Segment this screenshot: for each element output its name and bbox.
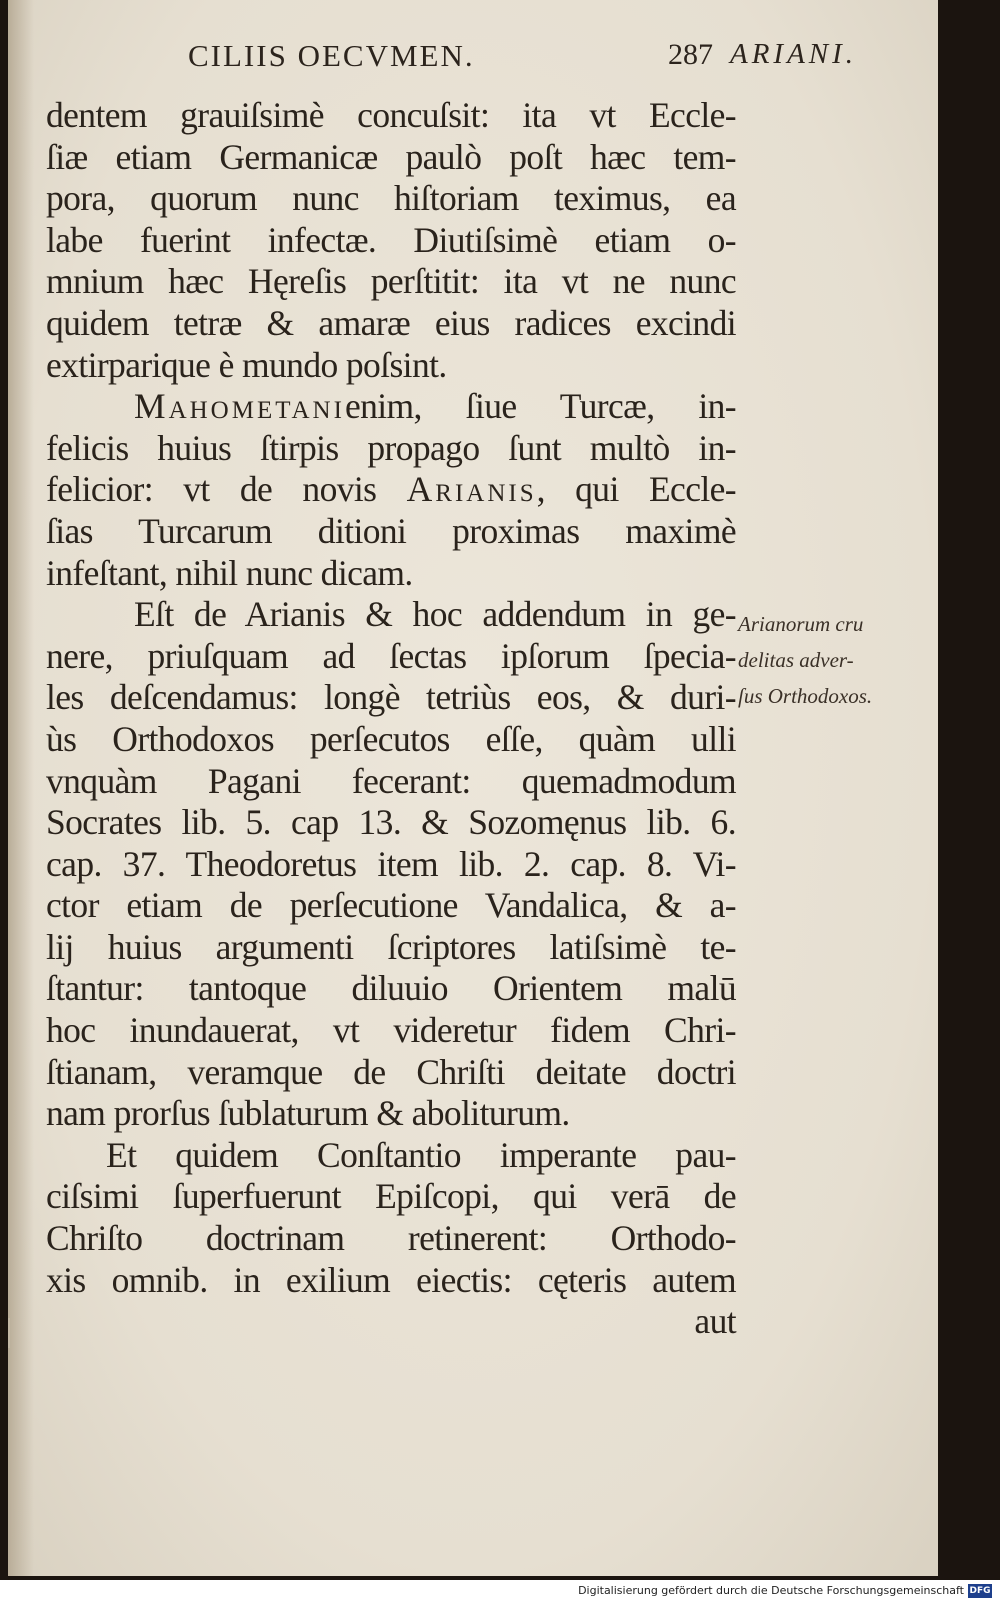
text-line: hoc inundauerat, vt videretur fidem Chri- <box>46 1010 736 1051</box>
text-line: dentem grauiſsimè concuſsit: ita vt Eccle- <box>46 95 736 135</box>
marginal-note-line: delitas adver- <box>738 648 854 672</box>
page-number: 287 <box>668 38 713 71</box>
text-fragment: felicior: vt de novis <box>46 469 377 510</box>
footer-bar <box>0 1580 1000 1605</box>
text-fragment: enim, ſiue Turcæ, in- <box>344 386 736 427</box>
dfg-logo: DFG <box>969 1586 991 1596</box>
text-line: xis omnib. in exilium eiectis: cęteris autem <box>46 1259 736 1300</box>
text-line: Chriſto doctrinam retinerent: Orthodo- <box>46 1218 736 1259</box>
text-line: nam prorſus ſublaturum & aboliturum. <box>46 1093 570 1134</box>
text-line: Eſt de Arianis & hoc addendum in ge- <box>134 594 736 635</box>
text-line <box>46 386 736 428</box>
text-line: ſias Turcarum ditioni proximas maximè <box>46 510 736 551</box>
marginal-note-line: ſus Orthodoxos. <box>738 684 873 708</box>
text-line: vnquàm Pagani fecerant: quemadmodum <box>46 760 736 801</box>
text-line: mnium hæc Hęreſis perſtitit: ita vt ne nunc <box>46 261 736 302</box>
text-line: cap. 37. Theodoretus item lib. 2. cap. 8. Vi- <box>46 843 736 884</box>
text-line: quidem tetræ & amaræ eius radices excindi <box>46 302 736 343</box>
catchword: aut <box>694 1301 736 1342</box>
text-line: ſtantur: tantoque diluuio Orientem malū <box>46 968 736 1009</box>
text-line: nere, priuſquam ad ſectas ipſorum ſpecia- <box>46 635 736 676</box>
text-line: ciſsimi ſuperfuerunt Epiſcopi, qui verā de <box>46 1176 736 1217</box>
running-head-right: ARIANI. <box>730 38 858 70</box>
main-text <box>46 95 736 1343</box>
text-line <box>46 469 736 511</box>
marginal-note-line: Arianorum cru <box>738 612 864 636</box>
small-caps-word: Arianis <box>406 469 537 510</box>
book-page <box>8 0 938 1576</box>
text-fragment: , qui Eccle- <box>536 469 737 510</box>
text-line: felicis huius ſtirpis propago ſunt multò in- <box>46 427 736 468</box>
text-line: lij huius argumenti ſcriptores latiſsimè te- <box>46 926 736 967</box>
text-line: ſiæ etiam Germanicæ paulò poſt hæc tem- <box>46 136 736 177</box>
small-caps-word: Mahometani <box>134 386 345 427</box>
text-line: labe fuerint infectæ. Diutiſsimè etiam o- <box>46 219 736 260</box>
text-line: pora, quorum nunc hiſtoriam teximus, ea <box>46 178 736 219</box>
marginal-note <box>738 606 908 714</box>
text-line: ſtianam, veramque de Chriſti deitate doctri <box>46 1051 736 1092</box>
page-edge-mark <box>8 1318 24 1348</box>
text-line: Et quidem Conſtantio imperante pau- <box>106 1134 736 1175</box>
page-header <box>8 38 938 78</box>
text-line: ctor etiam de perſecutione Vandalica, & a- <box>46 885 736 926</box>
text-line: extirparique è mundo poſsint. <box>46 344 447 385</box>
text-line: les deſcendamus: longè tetriùs eos, & duri- <box>46 677 736 718</box>
text-line: infeſtant, nihil nunc dicam. <box>46 552 413 593</box>
running-head: CILIIS OECVMEN. <box>188 38 475 73</box>
text-line: Socrates lib. 5. cap 13. & Sozomęnus lib. 6. <box>46 802 736 843</box>
text-line: ùs Orthodoxos perſecutos eſſe, quàm ulli <box>46 718 736 759</box>
digitization-credit: Digitalisierung gefördert durch die Deutsche Forschungsgemeinschaft <box>578 1584 964 1597</box>
